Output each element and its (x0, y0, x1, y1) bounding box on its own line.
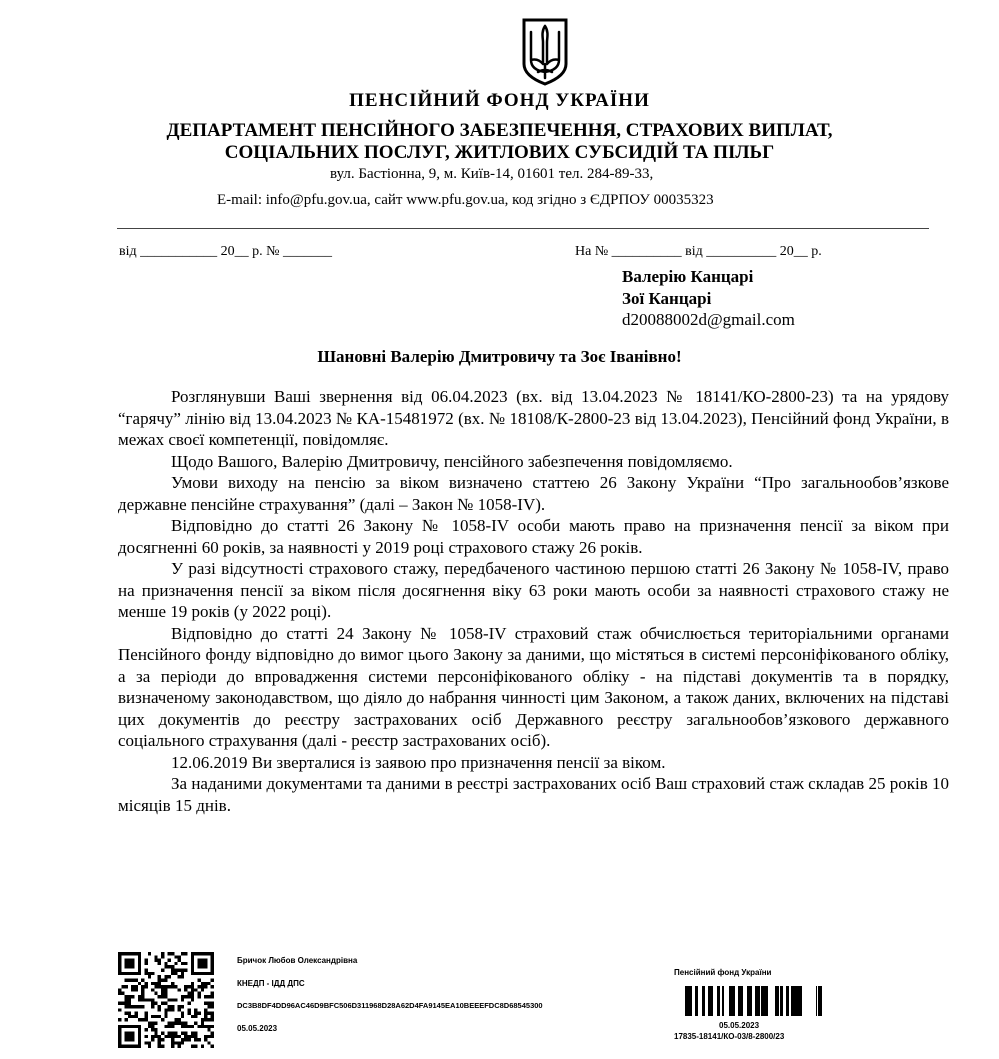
recipient-name-1: Валерію Канцарі (622, 267, 754, 286)
paragraph: Щодо Вашого, Валерію Дмитровичу, пенсійного забезпечення повідомляємо. (171, 451, 733, 471)
incoming-registration: На № __________ від __________ 20__ р. (575, 244, 822, 259)
signature-date: 05.05.2023 (237, 1024, 278, 1033)
qr-code-icon (118, 952, 214, 1048)
paragraph: За наданими документами та даними в реєстрі застрахованих осіб Ваш страховий стаж складав 25 років 10 місяців 15 днів. (118, 774, 949, 815)
org-name: ПЕНСІЙНИЙ ФОНД УКРАЇНИ (349, 90, 650, 111)
paragraph: Розглянувши Ваші звернення від 06.04.2023 (вх. від 13.04.2023 № 18141/КО-2800-23) та на урядову “гарячу” лінію від 13.04.2023 № КА-15481972 (вх. № 18108/К-2800-23 від 13.04.2023), Пенсійний фонд України, в межах своєї компетенції, повідомляє. (118, 387, 949, 449)
outgoing-registration: від ___________ 20__ р. № _______ (119, 244, 332, 259)
department-line-1: ДЕПАРТАМЕНТ ПЕНСІЙНОГО ЗАБЕЗПЕЧЕННЯ, СТРАХОВИХ ВИПЛАТ, (166, 120, 833, 141)
greeting: Шановні Валерію Дмитровичу та Зоє Іванівно! (317, 347, 682, 366)
registration-date: 05.05.2023 (719, 1021, 760, 1030)
department-line-2: СОЦІАЛЬНИХ ПОСЛУГ, ЖИТЛОВИХ СУБСИДІЙ ТА ПІЛЬГ (224, 142, 775, 163)
signer-name: Бричок Любов Олександрівна (237, 956, 358, 965)
certificate-issuer: КНЕДП - ІДД ДПС (237, 979, 305, 988)
certificate-hash: DC3B8DF4DD96AC46D9BFC506D311968D28A62D4FA9145EA10BEEEFDC8D68545300 (237, 1001, 543, 1010)
barcode-icon (676, 986, 826, 1016)
recipient-email: d20088002d@gmail.com (622, 310, 795, 329)
paragraph: 12.06.2019 Ви зверталися із заявою про призначення пенсії за віком. (171, 752, 666, 772)
contact-line: E-mail: info@pfu.gov.ua, сайт www.pfu.gov.ua, код згідно з ЄДРПОУ 00035323 (217, 192, 714, 208)
trident-icon (520, 18, 570, 86)
department-name (0, 120, 999, 164)
paragraph: Умови виходу на пенсію за віком визначено статтею 26 Закону України “Про загальнообов’язкове державне пенсійне страхування” (далі – Закон № 1058-IV). (118, 473, 949, 514)
recipient-name-2: Зої Канцарі (622, 289, 712, 308)
paragraph: Відповідно до статті 24 Закону № 1058-IV страховий стаж обчислюється територіальними органами Пенсійного фонду відповідно до вимог цього Закону за даними, що містяться в системі персоніфікованого обліку, а за періоди до впровадження системи персоніфікованого обліку - на підставі документів та в порядку, визначеному законодавством, що діяло до набрання чинності цим Законом, а також даних, включених на підставі цих документів до реєстру застрахованих осіб Державного реєстру загальнообов’язкового державного соціального страхування (далі - реєстр застрахованих осіб). (118, 623, 949, 750)
address: вул. Бастіонна, 9, м. Київ-14, 01601 тел. 284-89-33, (330, 166, 654, 182)
header-divider (117, 228, 929, 229)
registration-number: 17835-18141/КО-03/8-2800/23 (674, 1032, 785, 1041)
stamp-organization: Пенсійний фонд України (674, 968, 772, 977)
letter-body (118, 386, 949, 816)
paragraph: У разі відсутності страхового стажу, передбаченого частиною першою статті 26 Закону № 1058-IV, право на призначення пенсії за віком після досягнення віку 63 роки мають особи за наявності страхового стажу не менше 19 років (у 2022 році). (118, 559, 949, 621)
paragraph: Відповідно до статті 26 Закону № 1058-IV особи мають право на призначення пенсії за віком при досягненні 60 років, за наявності у 2019 році страхового стажу 26 років. (118, 516, 949, 557)
